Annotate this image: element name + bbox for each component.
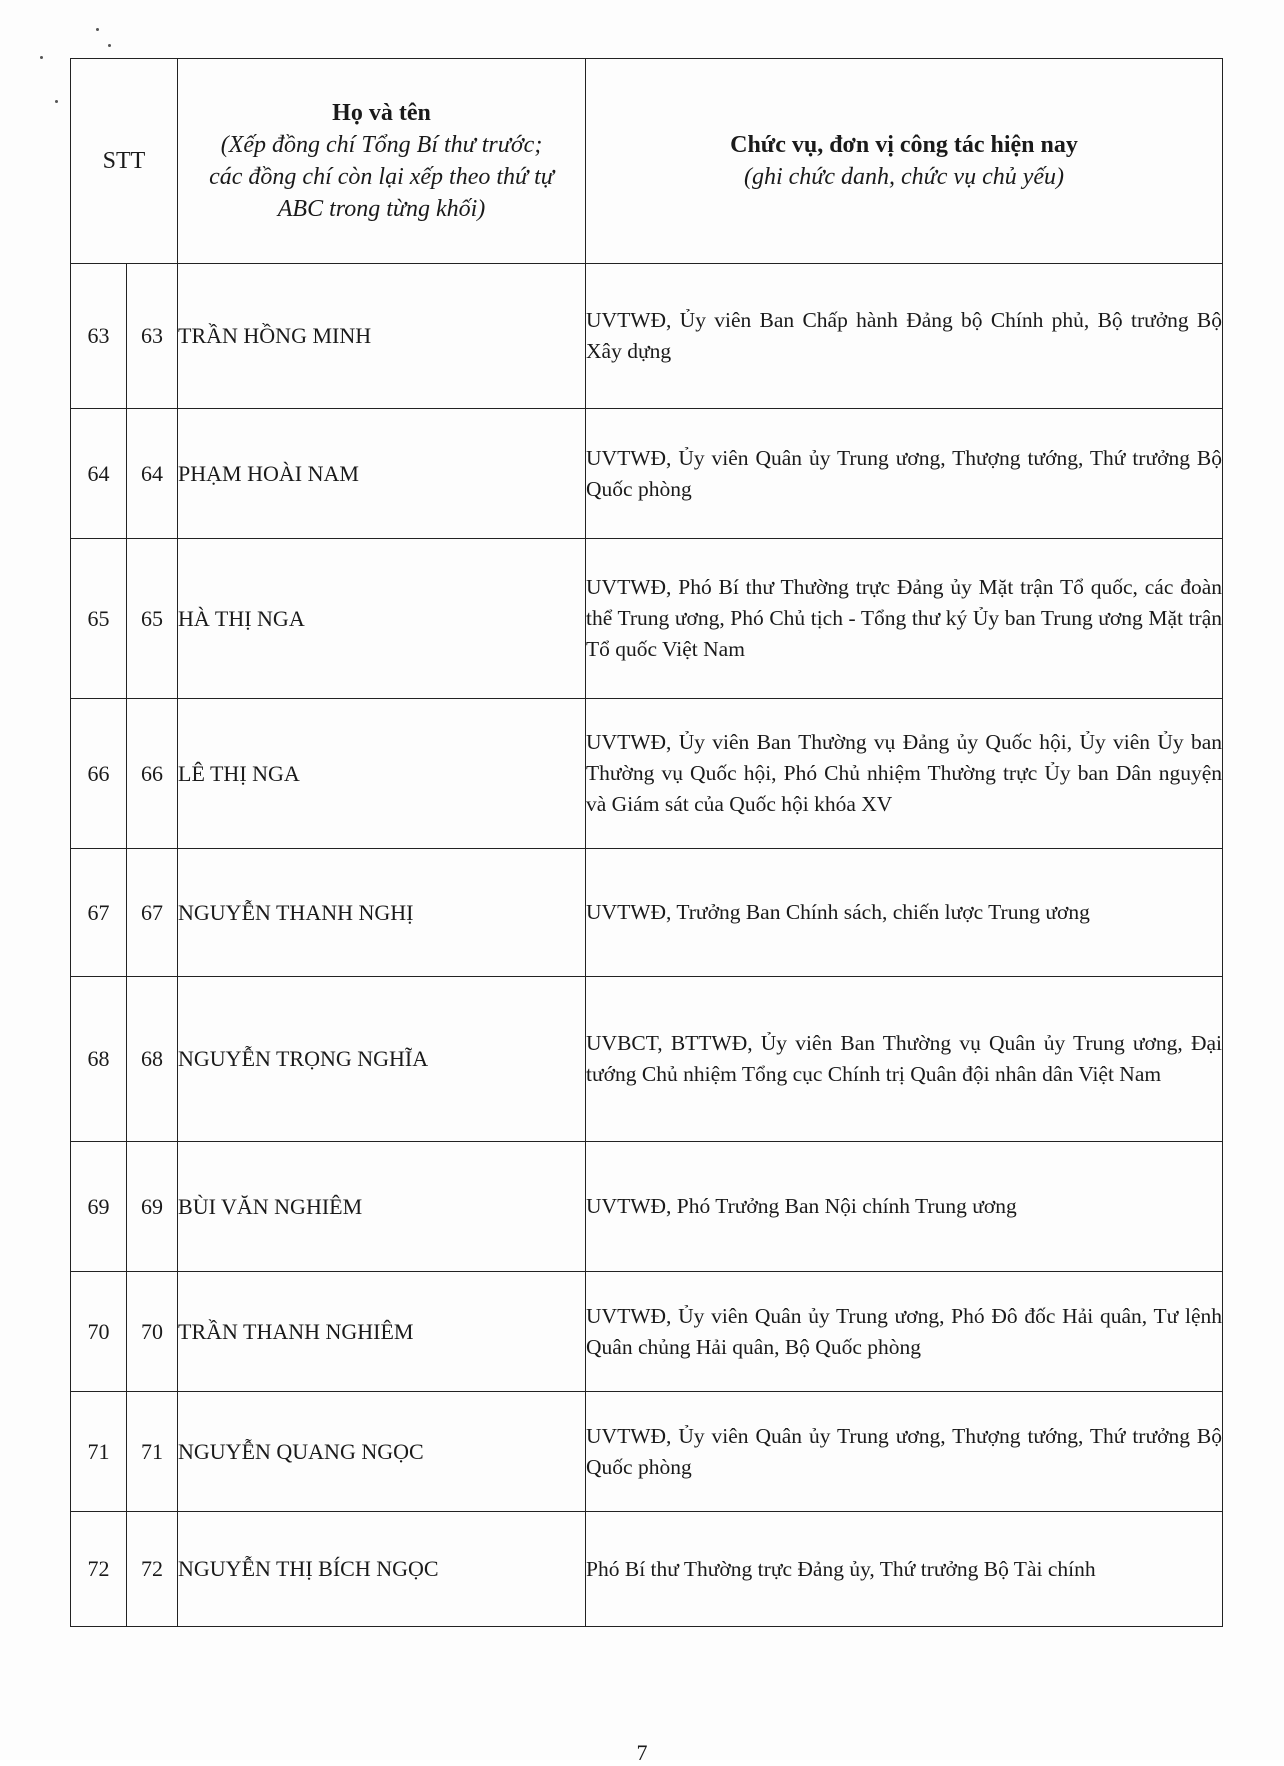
row-index-b: 64 — [127, 409, 178, 539]
page-number: 7 — [636, 1740, 648, 1765]
row-index-a: 69 — [71, 1142, 127, 1272]
row-role: UVTWĐ, Ủy viên Ban Chấp hành Đảng bộ Chính phủ, Bộ trưởng Bộ Xây dựng — [586, 264, 1223, 409]
row-index-b: 71 — [127, 1392, 178, 1512]
header-role — [586, 59, 1223, 264]
roster-table — [70, 58, 1223, 1627]
row-role: Phó Bí thư Thường trực Đảng ủy, Thứ trưởng Bộ Tài chính — [586, 1512, 1223, 1627]
row-index-a: 72 — [71, 1512, 127, 1627]
table-row — [71, 1142, 1223, 1272]
row-index-b: 68 — [127, 977, 178, 1142]
row-name: TRẦN HỒNG MINH — [178, 264, 586, 409]
row-role: UVTWĐ, Ủy viên Quân ủy Trung ương, Phó Đô đốc Hải quân, Tư lệnh Quân chủng Hải quân, Bộ Quốc phòng — [586, 1272, 1223, 1392]
scan-speck — [55, 100, 58, 103]
row-index-a: 68 — [71, 977, 127, 1142]
row-name: PHẠM HOÀI NAM — [178, 409, 586, 539]
row-role: UVTWĐ, Phó Bí thư Thường trực Đảng ủy Mặt trận Tổ quốc, các đoàn thể Trung ương, Phó Chủ tịch - Tổng thư ký Ủy ban Trung ương Mặt trận Tổ quốc Việt Nam — [586, 539, 1223, 699]
row-role: UVTWĐ, Ủy viên Quân ủy Trung ương, Thượng tướng, Thứ trưởng Bộ Quốc phòng — [586, 409, 1223, 539]
row-name: HÀ THỊ NGA — [178, 539, 586, 699]
row-role: UVTWĐ, Ủy viên Quân ủy Trung ương, Thượng tướng, Thứ trưởng Bộ Quốc phòng — [586, 1392, 1223, 1512]
row-index-a: 65 — [71, 539, 127, 699]
table-header-row — [71, 59, 1223, 264]
row-index-b: 72 — [127, 1512, 178, 1627]
row-index-b: 65 — [127, 539, 178, 699]
header-name-subtitle-1: (Xếp đồng chí Tổng Bí thư trước; — [220, 132, 543, 158]
row-index-b: 70 — [127, 1272, 178, 1392]
row-index-a: 67 — [71, 849, 127, 977]
header-stt: STT — [71, 59, 178, 264]
row-name: NGUYỄN THANH NGHỊ — [178, 849, 586, 977]
table-row — [71, 699, 1223, 849]
header-name — [178, 59, 586, 264]
row-name: LÊ THỊ NGA — [178, 699, 586, 849]
row-name: NGUYỄN QUANG NGỌC — [178, 1392, 586, 1512]
row-role: UVBCT, BTTWĐ, Ủy viên Ban Thường vụ Quân ủy Trung ương, Đại tướng Chủ nhiệm Tổng cục Chính trị Quân đội nhân dân Việt Nam — [586, 977, 1223, 1142]
table-row — [71, 409, 1223, 539]
header-name-title: Họ và tên — [332, 100, 431, 126]
scan-speck — [108, 44, 111, 47]
row-role: UVTWĐ, Ủy viên Ban Thường vụ Đảng ủy Quốc hội, Ủy viên Ủy ban Thường vụ Quốc hội, Phó Chủ nhiệm Thường trực Ủy ban Dân nguyện và Giám sát của Quốc hội khóa XV — [586, 699, 1223, 849]
table-row — [71, 1272, 1223, 1392]
row-index-a: 71 — [71, 1392, 127, 1512]
header-role-subtitle: (ghi chức danh, chức vụ chủ yếu) — [743, 164, 1065, 190]
header-name-subtitle-3: ABC trong từng khối) — [277, 196, 486, 222]
row-index-b: 66 — [127, 699, 178, 849]
table-row — [71, 1512, 1223, 1627]
header-role-title: Chức vụ, đơn vị công tác hiện nay — [730, 132, 1078, 158]
row-index-a: 70 — [71, 1272, 127, 1392]
row-index-b: 63 — [127, 264, 178, 409]
row-name: NGUYỄN THỊ BÍCH NGỌC — [178, 1512, 586, 1627]
header-name-subtitle-2: các đồng chí còn lại xếp theo thứ tự — [209, 164, 554, 190]
table-row — [71, 1392, 1223, 1512]
row-name: BÙI VĂN NGHIÊM — [178, 1142, 586, 1272]
scan-speck — [40, 56, 43, 59]
table-row — [71, 539, 1223, 699]
row-index-a: 63 — [71, 264, 127, 409]
table-row — [71, 849, 1223, 977]
row-name: TRẦN THANH NGHIÊM — [178, 1272, 586, 1392]
row-role: UVTWĐ, Trưởng Ban Chính sách, chiến lược Trung ương — [586, 849, 1223, 977]
row-index-a: 66 — [71, 699, 127, 849]
row-index-b: 67 — [127, 849, 178, 977]
scan-speck — [96, 28, 99, 31]
row-index-a: 64 — [71, 409, 127, 539]
row-role: UVTWĐ, Phó Trưởng Ban Nội chính Trung ương — [586, 1142, 1223, 1272]
table-row — [71, 264, 1223, 409]
row-index-b: 69 — [127, 1142, 178, 1272]
row-name: NGUYỄN TRỌNG NGHĨA — [178, 977, 586, 1142]
table-row — [71, 977, 1223, 1142]
